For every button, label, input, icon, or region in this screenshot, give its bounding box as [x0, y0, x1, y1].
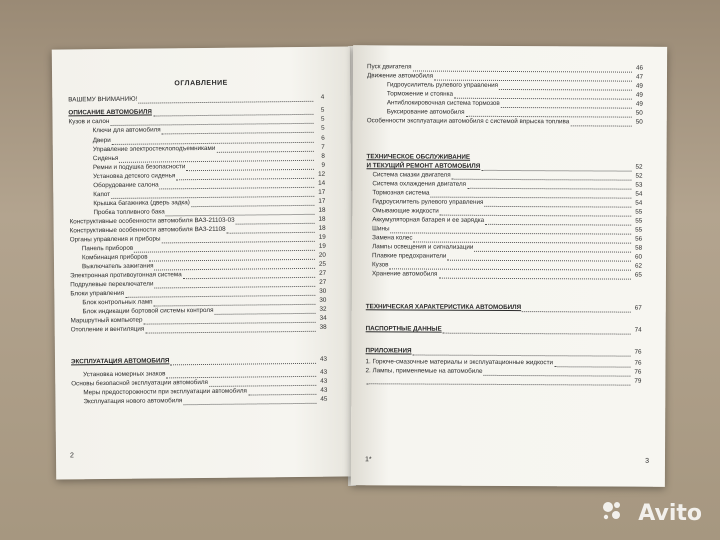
toc-entry-page: 19 — [318, 233, 326, 241]
avito-watermark: Avito — [638, 501, 702, 526]
toc-entry-page: 43 — [320, 377, 328, 385]
toc-entry-title: Пуск двигателя — [367, 63, 412, 71]
toc-leader-dots — [481, 165, 631, 172]
toc-entry-page: 25 — [318, 260, 327, 268]
left-page — [52, 46, 354, 479]
toc-entry-page: 43 — [320, 368, 328, 376]
toc-entry-title: Тормозная система — [372, 189, 430, 197]
toc-entry-title: ОПИСАНИЕ АВТОМОБИЛЯ — [68, 108, 152, 117]
toc-entry-title: Особенности эксплуатации автомобиля с системой впрыска топлива — [366, 117, 570, 126]
toc-entry-page: 55 — [635, 217, 643, 225]
toc-entry-title: Эксплуатация нового автомобиля — [83, 397, 183, 406]
toc-entry-title: ПРИЛОЖЕНИЯ — [365, 347, 412, 355]
toc-entry-title: Конструктивные особенности автомобиля ВАЗ-21108 — [69, 225, 226, 235]
toc-leader-dots — [454, 93, 632, 100]
avito-logo-icon — [600, 498, 624, 522]
toc-entry-page: 45 — [320, 395, 328, 403]
toc-entry-title: Торможение и стоянка — [386, 90, 454, 98]
toc-entry-page: 27 — [319, 269, 327, 277]
right-toc-entry — [352, 198, 666, 208]
toc-entry-title: Основы безопасной эксплуатации автомобиля — [71, 378, 208, 388]
right-page — [351, 45, 667, 487]
right-toc-entry — [352, 189, 666, 199]
toc-entry-page: 8 — [321, 152, 325, 160]
toc-entry-page: 76 — [634, 348, 642, 356]
right-toc-entry — [352, 225, 666, 235]
toc-entry-title: Плавкие предохранители — [372, 252, 447, 260]
toc-leader-dots — [484, 201, 631, 208]
toc-entry-page: 32 — [319, 305, 327, 313]
right-toc-entry — [353, 81, 667, 91]
toc-leader-dots — [170, 358, 316, 366]
toc-entry-page: 76 — [634, 368, 642, 376]
toc-entry-title: ТЕХНИЧЕСКАЯ ХАРАКТЕРИСТИКА АВТОМОБИЛЯ — [365, 303, 522, 312]
toc-entry-page: 6 — [321, 134, 325, 142]
toc-leader-dots — [485, 219, 631, 226]
toc-leader-dots — [183, 398, 316, 405]
left-toc-entry — [55, 395, 353, 406]
toc-entry-page: 50 — [635, 109, 643, 117]
toc-entry-page: 19 — [318, 242, 326, 250]
toc-leader-dots — [499, 84, 632, 91]
right-toc-entry — [352, 162, 666, 172]
toc-entry-page: 20 — [318, 251, 326, 259]
toc-entry-title: 2. Лампы, применяемые на автомобиле — [365, 367, 483, 375]
toc-entry-title: Блок контрольных ламп — [82, 298, 153, 307]
toc-leader-dots — [447, 255, 631, 262]
toc-entry-title: Комбинация приборов — [81, 253, 148, 262]
toc-entry-page: 65 — [634, 271, 642, 279]
toc-title: ОГЛАВЛЕНИЕ — [174, 79, 228, 88]
toc-leader-dots — [366, 378, 630, 385]
toc-leader-dots — [162, 127, 314, 135]
left-page-number: 2 — [69, 452, 74, 460]
toc-entry-page: 76 — [634, 359, 642, 367]
toc-entry-page: 67 — [634, 304, 642, 312]
left-toc-entry — [52, 93, 350, 104]
toc-entry-page: 58 — [635, 244, 643, 252]
toc-entry-page: 18 — [318, 224, 326, 232]
toc-entry-title: Антиблокировочная система тормозов — [386, 99, 500, 107]
toc-entry-title: Кузов — [371, 261, 389, 269]
right-toc-entry — [352, 303, 666, 313]
toc-leader-dots — [440, 210, 632, 217]
toc-entry-title: Ремни и подушка безопасности — [92, 163, 186, 172]
right-toc-entry — [352, 243, 666, 253]
toc-leader-dots — [413, 65, 633, 72]
toc-entry-title: И ТЕКУЩИЙ РЕМОНТ АВТОМОБИЛЯ — [366, 162, 481, 170]
right-toc-entry — [352, 325, 666, 335]
toc-leader-dots — [452, 174, 632, 181]
toc-entry-title: Конструктивные особенности автомобиля ВАЗ-21103-03 — [69, 216, 235, 226]
toc-entry-title: Крышка багажника (дверь задка) — [93, 199, 190, 208]
toc-entry-page: 60 — [635, 253, 643, 261]
right-toc-entry — [352, 216, 666, 226]
toc-leader-dots — [570, 120, 631, 126]
right-toc-entry — [352, 261, 666, 271]
right-toc-entry — [352, 347, 666, 357]
toc-leader-dots — [209, 380, 316, 387]
left-toc-entry — [55, 323, 353, 334]
toc-leader-dots — [434, 75, 632, 82]
toc-entry-title: Электронная противоугонная система — [70, 271, 182, 280]
toc-entry-title: ВАШЕМУ ВНИМАНИЮ! — [68, 95, 138, 104]
right-toc-entry — [353, 117, 667, 127]
toc-entry-title: Пробка топливного бака — [93, 208, 165, 217]
toc-entry-title: Оборудование салона — [93, 181, 159, 190]
toc-leader-dots — [474, 246, 631, 253]
left-toc-entry — [55, 355, 353, 366]
toc-leader-dots — [138, 96, 313, 104]
toc-entry-title: Капот — [93, 190, 111, 199]
toc-entry-title: Управление электростеклоподъемниками — [92, 144, 216, 154]
right-toc-entry — [353, 63, 667, 73]
right-toc-entry — [353, 99, 667, 109]
toc-leader-dots — [413, 349, 631, 356]
toc-entry-title: Блоки управления — [70, 289, 125, 298]
toc-entry-title: Гидроусилитель рулевого управления — [372, 198, 484, 206]
toc-entry-page: 49 — [635, 100, 643, 108]
right-toc-entry — [353, 153, 667, 163]
toc-leader-dots — [216, 146, 313, 153]
toc-leader-dots — [443, 328, 631, 335]
toc-leader-dots — [483, 370, 630, 377]
toc-leader-dots — [414, 236, 632, 243]
toc-entry-page: 9 — [321, 161, 326, 169]
toc-entry-page: 4 — [320, 93, 325, 101]
toc-entry-title: Маршрутный компьютер — [70, 316, 143, 325]
toc-leader-dots — [438, 273, 631, 280]
toc-entry-page: 55 — [635, 208, 643, 216]
signature-mark: 1* — [364, 456, 372, 464]
toc-leader-dots — [466, 111, 632, 118]
toc-entry-page: 43 — [320, 386, 328, 394]
toc-entry-title: Буксирование автомобиля — [386, 108, 465, 116]
right-page-number: 3 — [645, 457, 649, 465]
right-toc-entry — [353, 90, 667, 100]
right-toc-entry — [351, 367, 665, 377]
right-toc-entry — [353, 72, 667, 82]
toc-entry-title: Панель приборов — [81, 244, 134, 253]
right-toc-entry — [352, 180, 666, 190]
toc-entry-page: 38 — [319, 323, 327, 331]
toc-entry-title: Установка номерных знаков — [83, 370, 166, 379]
toc-entry-page: 55 — [635, 226, 643, 234]
right-toc-list — [353, 45, 667, 385]
toc-entry-title: Установка детского сиденья — [93, 172, 176, 181]
toc-entry-page: 7 — [321, 143, 325, 151]
toc-entry-page: 12 — [318, 170, 326, 178]
toc-entry-page: 27 — [319, 278, 327, 286]
toc-leader-dots — [145, 326, 315, 334]
toc-entry-page: 30 — [319, 287, 327, 295]
right-toc-entry — [351, 358, 665, 368]
toc-entry-page: 52 — [635, 163, 643, 171]
toc-entry-title: Ключи для автомобиля — [92, 126, 161, 135]
toc-entry-page: 53 — [635, 181, 643, 189]
toc-leader-dots — [430, 192, 631, 199]
right-toc-entry — [351, 376, 665, 386]
toc-entry-page: 49 — [635, 82, 643, 90]
toc-entry-title: Омывающие жидкости — [372, 207, 439, 215]
toc-entry-title: ТЕХНИЧЕСКОЕ ОБСЛУЖИВАНИЕ — [366, 153, 471, 161]
toc-entry-page: 49 — [635, 91, 643, 99]
toc-leader-dots — [471, 157, 631, 163]
toc-entry-page: 17 — [318, 188, 326, 196]
toc-entry-page: 18 — [318, 206, 326, 214]
toc-leader-dots — [554, 361, 631, 367]
toc-leader-dots — [501, 102, 632, 109]
toc-leader-dots — [236, 218, 315, 225]
toc-entry-page: 5 — [320, 115, 325, 123]
toc-entry-title: Сиденья — [92, 154, 119, 163]
toc-entry-page: 14 — [318, 179, 326, 187]
toc-entry-title: Органы управления и приборы — [69, 235, 161, 244]
toc-entry-title: Гидроусилитель рулевого управления — [386, 81, 499, 89]
toc-entry-title: Система смазки двигателя — [372, 171, 451, 179]
toc-entry-page: 79 — [634, 377, 642, 385]
right-toc-entry — [353, 108, 667, 118]
toc-entry-title: 1. Горюче-смазочные материалы и эксплуатационные жидкости — [365, 358, 554, 367]
right-toc-entry — [352, 270, 666, 280]
toc-entry-page: 54 — [635, 199, 643, 207]
toc-entry-title: ЭКСПЛУАТАЦИЯ АВТОМОБИЛЯ — [70, 357, 170, 366]
toc-leader-dots — [227, 227, 315, 234]
toc-entry-page: 43 — [319, 355, 328, 363]
toc-leader-dots — [214, 308, 315, 315]
toc-leader-dots — [248, 389, 316, 396]
toc-entry-title: Движение автомобиля — [366, 72, 434, 80]
toc-entry-title: Аккумуляторная батарея и ее зарядка — [372, 216, 485, 224]
toc-entry-page: 54 — [635, 190, 643, 198]
toc-entry-page: 52 — [635, 172, 643, 180]
toc-leader-dots — [389, 263, 631, 270]
toc-entry-title: Отопление и вентиляция — [70, 325, 145, 334]
right-toc-entry — [352, 207, 666, 217]
toc-leader-dots — [467, 183, 631, 190]
toc-entry-page: 74 — [634, 326, 642, 334]
toc-entry-page: 46 — [636, 64, 644, 72]
toc-entry-title: Двери — [92, 136, 111, 145]
toc-entry-title: Шины — [372, 225, 390, 233]
toc-entry-title: Блок индикации бортовой системы контроля — [82, 306, 214, 316]
toc-entry-title: Выключатель зажигания — [81, 262, 154, 271]
toc-entry-page: 62 — [634, 262, 643, 270]
toc-entry-title: Замена колес — [372, 234, 413, 242]
toc-leader-dots — [522, 306, 631, 313]
toc-entry-page: 17 — [318, 197, 326, 205]
toc-entry-page: 30 — [319, 296, 327, 304]
toc-entry-page: 5 — [320, 106, 325, 114]
right-toc-entry — [352, 171, 666, 181]
toc-entry-page: 47 — [635, 73, 644, 81]
toc-entry-title: Кузов и салон — [68, 117, 110, 126]
right-toc-entry — [352, 252, 666, 262]
left-toc-entry — [53, 124, 351, 135]
right-toc-entry — [352, 234, 666, 244]
toc-entry-page: 56 — [635, 235, 643, 243]
toc-entry-title: Система охлаждения двигателя — [372, 180, 467, 188]
toc-entry-title: Лампы освещения и сигнализации — [372, 243, 474, 251]
toc-entry-title: Меры предосторожности при эксплуатации автомобиля — [83, 387, 247, 397]
toc-entry-page: 50 — [635, 118, 643, 126]
toc-entry-page: 5 — [321, 124, 325, 132]
toc-entry-page: 18 — [318, 215, 326, 223]
toc-entry-title: ПАСПОРТНЫЕ ДАННЫЕ — [365, 325, 442, 333]
toc-entry-title: Хранение автомобиля — [371, 270, 438, 278]
toc-entry-title: Подрулевые переключатели — [70, 280, 154, 289]
toc-entry-page: 34 — [319, 314, 327, 322]
toc-leader-dots — [390, 227, 631, 234]
